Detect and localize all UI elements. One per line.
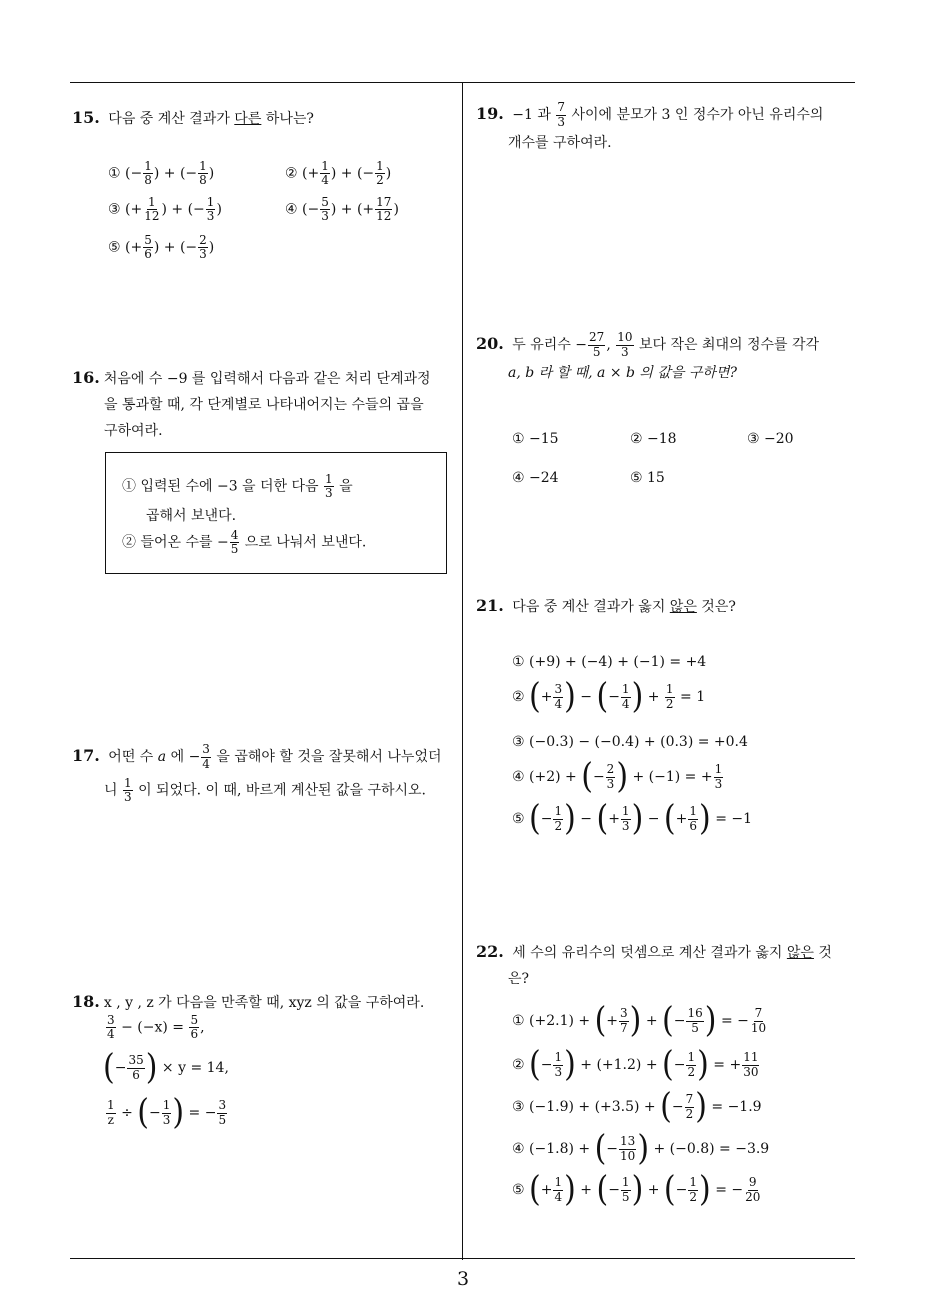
fraction xyxy=(320,160,330,187)
text-q16-step1-b: 을 xyxy=(334,478,353,495)
text-q17-var: a xyxy=(157,749,167,765)
text-q15-options-2-s3: ) xyxy=(216,201,222,218)
text-q22-text-c: 은? xyxy=(508,970,530,987)
text-q16-line1: 처음에 수 −9 를 입력해서 다음과 같은 처리 단계과정 xyxy=(103,371,431,387)
text-q15-options-1-mark: ② xyxy=(285,165,298,182)
text-q18-eq3-n3: 3 xyxy=(218,1098,227,1113)
q22-option-1[interactable]: ① (+2.1) + (+ $\frac{3}{7}$ ) + (− $\frac{16}{5}$ ) = − $\frac{7}{10}$ xyxy=(512,1000,767,1041)
text-q15-options-4-mark: ⑤ xyxy=(108,239,121,256)
text-q22-opt2-eq: = + xyxy=(713,1057,742,1073)
text-q18-eq3-d2: 3 xyxy=(162,1112,171,1127)
large-parenthesis: ( xyxy=(596,1169,609,1210)
q21-option-4[interactable]: ④ (+2) + (− $\frac{2}{3}$ ) + (−1) = + $\frac{1}{3}$ xyxy=(512,756,723,797)
text-q15-options-3-s3: ) xyxy=(393,201,399,218)
text-q16-step1-a: ① 입력된 수에 −3 을 더한 다음 xyxy=(122,478,324,495)
text-q21-opt5-d1: 2 xyxy=(554,818,563,833)
text-q22-opt5-d1: 4 xyxy=(554,1189,563,1204)
q18-equation-3: $\frac{1}{z}$ ÷ (− $\frac{1}{3}$ ) = − $\frac{3}{5}$ xyxy=(107,1092,227,1133)
q15-option-2[interactable] xyxy=(285,160,391,187)
text-q15-options-4-s1: (+ xyxy=(125,239,143,256)
text-q16-step2-n: 4 xyxy=(230,528,239,542)
text-q22-opt1-pre: (+2.1) + xyxy=(529,1013,591,1029)
large-parenthesis: ( xyxy=(137,1092,149,1133)
text-q20-d1: 5 xyxy=(592,344,601,359)
fraction xyxy=(619,1007,629,1034)
fraction xyxy=(619,1135,636,1162)
text-q17-d2: 3 xyxy=(123,789,132,804)
question-number: 15. xyxy=(72,108,100,127)
large-parenthesis: ( xyxy=(529,676,541,717)
text-q22-opt5-d3: 2 xyxy=(689,1189,698,1204)
text-q18-eq3-n2: 1 xyxy=(162,1098,171,1113)
question-21 xyxy=(476,592,736,621)
large-parenthesis: ( xyxy=(663,798,676,839)
text-q22-opt1-n1: 3 xyxy=(620,1006,628,1021)
text-q15-options-0-n1: 1 xyxy=(144,159,152,173)
text-q18-eq3-mid: ÷ xyxy=(116,1105,138,1121)
fraction xyxy=(198,234,208,261)
question-18 xyxy=(72,988,462,1017)
large-parenthesis: ) xyxy=(564,1044,576,1085)
text-q22-opt5-mark: ⑤ xyxy=(512,1182,525,1198)
text-q15-options-3-s2: ) + (+ xyxy=(330,201,375,218)
text-q22-opt2-n1: 1 xyxy=(554,1050,563,1065)
text-q22-text-a: 세 수의 유리수의 덧셈으로 계산 결과가 옳지 xyxy=(512,945,787,961)
large-parenthesis: ) xyxy=(637,1128,650,1169)
text-q17-c: 을 곱해야 할 것을 잘못해서 나누었더 xyxy=(211,749,442,765)
large-parenthesis: ( xyxy=(663,1169,676,1210)
text-q15-options-3-n2: 17 xyxy=(376,195,392,209)
text-q19-a: −1 과 xyxy=(512,107,556,123)
text-q17-n1: 3 xyxy=(202,742,210,757)
text-q18-eq2-end: × y = 14, xyxy=(157,1060,229,1076)
text-q22-opt5-d2: 5 xyxy=(621,1189,630,1204)
text-q18-eq3-d1: z xyxy=(107,1112,114,1127)
q20-option-4[interactable]: ④ −24 xyxy=(512,470,559,486)
fraction xyxy=(665,683,675,710)
fraction xyxy=(685,1093,695,1120)
large-parenthesis: ( xyxy=(662,1000,674,1041)
text-q22-opt2-mid: + (+1.2) + xyxy=(580,1057,658,1073)
text-q21-opt5-n1: 1 xyxy=(554,804,563,819)
fraction xyxy=(320,196,330,223)
text-q22-opt4-mark: ④ xyxy=(512,1141,525,1157)
text-q19-d: 3 xyxy=(557,114,565,129)
text-q15-options-0-mark: ① xyxy=(108,165,121,182)
fraction xyxy=(553,1176,563,1203)
text-q22-opt1-d1: 7 xyxy=(620,1020,628,1035)
text-q21-opt5-d3: 6 xyxy=(689,818,698,833)
text-q15-options-0-s1: (− xyxy=(125,165,143,182)
q21-option-5[interactable]: ⑤ (− $\frac{1}{2}$ ) − (+ $\frac{1}{3}$ ) − (+ $\frac{1}{6}$ ) = −1 xyxy=(512,798,753,839)
text-q20-c: 보다 작은 최대의 정수를 각각 xyxy=(634,337,820,353)
fraction xyxy=(553,1051,563,1078)
q15-option-5[interactable] xyxy=(108,234,214,261)
large-parenthesis: ( xyxy=(662,1044,674,1085)
text-q18-eq1-d2: 6 xyxy=(190,1027,199,1042)
large-parenthesis: ) xyxy=(172,1092,185,1133)
q20-option-5[interactable]: ⑤ 15 xyxy=(630,470,665,486)
fraction xyxy=(750,1007,767,1034)
text-q21-text-b: 것은? xyxy=(696,599,736,615)
text-q22-opt1-d3: 10 xyxy=(750,1020,767,1035)
text-q22-opt2-d3: 30 xyxy=(743,1064,759,1079)
fraction xyxy=(198,160,208,187)
fraction xyxy=(206,196,216,223)
text-q18-eq3-eq: = − xyxy=(184,1105,217,1121)
text-q21-opt4-d2: 3 xyxy=(714,776,723,791)
text-q21-opt4-n1: 2 xyxy=(606,762,615,777)
text-q16-step2-b: 으로 나눠서 보낸다. xyxy=(240,534,367,551)
text-q15-options-2-s2: ) + (− xyxy=(161,201,205,218)
q18-equation-2: (− $\frac{35}{6}$ ) × y = 14, xyxy=(103,1047,229,1088)
large-parenthesis: ) xyxy=(564,798,576,839)
fraction xyxy=(123,777,133,804)
fraction xyxy=(688,1176,698,1203)
q21-option-3[interactable]: ③ (−0.3) − (−0.4) + (0.3) = +0.4 xyxy=(512,734,748,750)
text-q15-options-4-n1: 5 xyxy=(144,233,152,247)
text-q15-options-1-s3: ) xyxy=(385,165,392,182)
fraction xyxy=(324,473,334,500)
large-parenthesis: ) xyxy=(699,1169,711,1210)
text-q21-opt4-n2: 1 xyxy=(714,762,723,777)
text-q16-step1-c: 곱해서 보낸다. xyxy=(146,508,237,524)
text-q15-options-2-d1: 12 xyxy=(144,209,160,224)
text-q19-b: 사이에 분모가 3 인 정수가 아닌 유리수의 xyxy=(567,107,824,123)
fraction xyxy=(106,1014,116,1041)
text-q22-opt3-pre: (−1.9) + (+3.5) + xyxy=(529,1099,656,1115)
q15-option-3[interactable] xyxy=(108,196,222,223)
text-q21-opt5-mark: ⑤ xyxy=(512,811,525,827)
fraction xyxy=(686,1007,703,1034)
text-q22-opt1-mark: ① xyxy=(512,1013,525,1029)
text-q15-options-4-n2: 2 xyxy=(199,233,207,247)
q22-option-3[interactable]: ③ (−1.9) + (+3.5) + (− $\frac{7}{2}$ ) = −1.9 xyxy=(512,1086,762,1127)
large-parenthesis: ( xyxy=(529,1044,541,1085)
text-q22-opt1-n3: 7 xyxy=(754,1006,763,1021)
text-q18-eq3-d3: 5 xyxy=(218,1112,227,1127)
fraction xyxy=(162,1099,172,1126)
text-q15-options-1-n1: 1 xyxy=(321,159,329,173)
fraction xyxy=(553,805,563,832)
large-parenthesis: ) xyxy=(616,756,629,797)
text-q15-options-3-d1: 3 xyxy=(321,209,329,224)
text-q15-options-2-n1: 1 xyxy=(148,195,156,209)
text-q16-step1-d: 3 xyxy=(325,486,333,501)
fraction xyxy=(556,101,566,128)
fraction xyxy=(143,196,160,223)
text-q15-options-0-s2: ) + (− xyxy=(153,165,198,182)
q20-option-1[interactable]: ① −15 xyxy=(512,431,559,447)
text-q22-opt5-d4: 20 xyxy=(745,1189,761,1204)
text-q22-opt4-pre: (−1.8) + xyxy=(529,1141,591,1157)
text-q21-opt4-pre: (+2) + xyxy=(529,769,577,785)
text-q22-opt4-d1: 10 xyxy=(620,1148,636,1163)
text-q18-eq1-d1: 4 xyxy=(107,1027,115,1042)
text-q22-opt2-n2: 1 xyxy=(687,1050,696,1065)
fraction xyxy=(201,743,211,770)
fraction xyxy=(143,160,153,187)
q22-option-5[interactable]: ⑤ (+ $\frac{1}{4}$ ) + (− $\frac{1}{5}$ ) + (− $\frac{1}{2}$ ) = − $\frac{9}{20}$ xyxy=(512,1169,761,1210)
text-q21-opt2-mark: ② xyxy=(512,689,525,705)
question-15 xyxy=(72,104,314,133)
q15-option-1[interactable] xyxy=(108,160,214,187)
text-q22-opt4-n1: 13 xyxy=(620,1134,636,1149)
question-number: 20. xyxy=(476,334,504,353)
text-q21-opt2-n2: 1 xyxy=(621,682,630,697)
large-parenthesis: ( xyxy=(529,1169,541,1210)
fraction xyxy=(375,160,385,187)
fraction xyxy=(606,763,616,790)
text-q21-opt4-mark: ④ xyxy=(512,769,525,785)
question-number: 17. xyxy=(72,746,100,765)
large-parenthesis: ) xyxy=(704,1000,717,1041)
text-q22-opt4-end: + (−0.8) = −3.9 xyxy=(653,1141,770,1157)
fraction xyxy=(106,1099,116,1126)
large-parenthesis: ) xyxy=(145,1047,158,1088)
large-parenthesis: ( xyxy=(594,1128,607,1169)
text-q21-text-a: 다음 중 계산 결과가 옳지 xyxy=(512,599,670,615)
text-q15-options-3-s1: (− xyxy=(302,201,320,218)
large-parenthesis: ( xyxy=(581,756,593,797)
text-q22-opt5-n4: 9 xyxy=(748,1175,757,1190)
question-number: 18. xyxy=(72,992,100,1011)
text-q22-text-u: 않은 xyxy=(786,945,814,961)
text-q15-options-1-n2: 1 xyxy=(376,159,384,173)
question-19 xyxy=(476,100,861,156)
large-parenthesis: ) xyxy=(695,1086,707,1127)
large-parenthesis: ) xyxy=(629,1000,642,1041)
q18-equation-1 xyxy=(105,1014,205,1041)
text-q21-opt2-d2: 4 xyxy=(621,696,630,711)
large-parenthesis: ) xyxy=(631,798,644,839)
column-divider xyxy=(462,82,463,1260)
large-parenthesis: ( xyxy=(529,798,541,839)
question-16 xyxy=(72,365,457,444)
large-parenthesis: ) xyxy=(699,798,711,839)
text-q20-b: , xyxy=(606,337,616,353)
text-q15-options-2-d2: 3 xyxy=(206,209,215,224)
question-22 xyxy=(476,938,861,992)
text-q22-text-b: 것 xyxy=(813,945,832,961)
text-q15-options-1-d1: 4 xyxy=(321,173,329,188)
text-q16-step2-a: ② 들어온 수를 − xyxy=(122,534,229,551)
text-q15-options-3-d2: 12 xyxy=(376,209,392,224)
text-q17-d1: 4 xyxy=(202,756,210,771)
fraction xyxy=(616,331,633,358)
text-q20-a: 두 유리수 − xyxy=(512,337,588,353)
text-q22-opt5-n3: 1 xyxy=(689,1175,698,1190)
text-q18-eq1-n1: 3 xyxy=(107,1013,115,1027)
large-parenthesis: ( xyxy=(596,676,609,717)
fraction xyxy=(742,1051,759,1078)
text-q22-opt3-d1: 2 xyxy=(685,1106,694,1121)
text-q22-opt2-d1: 3 xyxy=(554,1064,563,1079)
fraction xyxy=(744,1176,761,1203)
fraction xyxy=(621,805,631,832)
q20-option-2[interactable]: ② −18 xyxy=(630,431,677,447)
q21-option-1[interactable]: ① (+9) + (−4) + (−1) = +4 xyxy=(512,654,707,670)
question-20 xyxy=(476,330,861,386)
large-parenthesis: ( xyxy=(103,1047,115,1088)
text-q15-options-4-s3: ) xyxy=(208,239,215,256)
text-q22-opt3-end: = −1.9 xyxy=(711,1099,762,1115)
text-q22-opt5-n2: 1 xyxy=(621,1175,630,1190)
fraction xyxy=(714,763,724,790)
text-q15-options-1-s2: ) + (− xyxy=(330,165,375,182)
large-parenthesis: ) xyxy=(631,1169,644,1210)
text-q17-a: 어떤 수 xyxy=(108,749,158,765)
text-q16-step1-n: 1 xyxy=(325,472,333,486)
text-q22-opt1-d2: 5 xyxy=(691,1020,699,1035)
text-q21-opt2-d1: 4 xyxy=(554,696,563,711)
text-q15-text-u: 다른 xyxy=(234,111,262,127)
text-q15-text-a: 다음 중 계산 결과가 xyxy=(108,111,235,127)
large-parenthesis: ( xyxy=(660,1086,672,1127)
text-q15-text-b: 하나는? xyxy=(261,111,314,127)
text-q21-opt5-n2: 1 xyxy=(621,804,630,819)
fraction xyxy=(230,529,240,556)
text-q21-opt4-mid: + (−1) = + xyxy=(632,769,713,785)
text-q20-d2: 3 xyxy=(621,344,629,359)
text-q15-options-3-mark: ④ xyxy=(285,201,298,218)
text-q22-opt5-eq: = − xyxy=(715,1182,744,1198)
fraction xyxy=(217,1099,227,1126)
text-q18-eq3-n1: 1 xyxy=(107,1098,115,1113)
text-q15-options-1-d2: 2 xyxy=(376,173,384,188)
text-q15-options-2-mark: ③ xyxy=(108,201,121,218)
text-q21-opt4-d1: 3 xyxy=(606,776,615,791)
text-q15-options-2-s1: (+ xyxy=(125,201,143,218)
q21-option-2[interactable]: ② (+ $\frac{3}{4}$ ) − (− $\frac{1}{4}$ ) + $\frac{1}{2}$ = 1 xyxy=(512,676,706,717)
text-q21-opt2-n3: 1 xyxy=(665,682,674,697)
text-q22-opt3-n1: 7 xyxy=(685,1092,694,1107)
text-q16-line3: 구하여라. xyxy=(104,423,163,439)
text-q15-options-0-d1: 8 xyxy=(144,173,152,188)
text-q21-opt2-d3: 2 xyxy=(665,696,674,711)
text-q15-options-4-d1: 6 xyxy=(144,247,152,262)
text-q15-options-4-d2: 3 xyxy=(199,247,207,262)
fraction xyxy=(621,1176,631,1203)
text-q15-options-0-s3: ) xyxy=(208,165,215,182)
text-q16-line2: 을 통과할 때, 각 단계별로 나타내어지는 수들의 곱을 xyxy=(104,397,424,413)
text-q20-n1: 27 xyxy=(589,330,605,345)
large-parenthesis: ) xyxy=(631,676,644,717)
text-q21-opt2-end: = 1 xyxy=(680,689,706,705)
text-q18-eq2-d: 6 xyxy=(132,1067,140,1082)
large-parenthesis: ( xyxy=(596,798,609,839)
text-q22-opt3-mark: ③ xyxy=(512,1099,525,1115)
large-parenthesis: ) xyxy=(564,1169,576,1210)
fraction xyxy=(189,1014,199,1041)
fraction xyxy=(375,196,392,223)
question-number: 22. xyxy=(476,942,504,961)
text-q21-opt5-d2: 3 xyxy=(621,818,630,833)
page-number: 3 xyxy=(456,1268,470,1290)
text-q18-eq2-n: 35 xyxy=(128,1053,144,1068)
large-parenthesis: ( xyxy=(594,1000,607,1041)
text-q22-opt2-d2: 2 xyxy=(687,1064,696,1079)
text-q22-opt5-n1: 1 xyxy=(554,1175,563,1190)
q15-option-4[interactable] xyxy=(285,196,399,223)
fraction xyxy=(588,331,605,358)
text-q18-eq1-n2: 5 xyxy=(190,1013,199,1027)
text-q18-eq1-end: , xyxy=(200,1019,205,1036)
text-q22-opt2-n3: 11 xyxy=(743,1050,759,1065)
large-parenthesis: ) xyxy=(564,676,576,717)
text-q19-c: 개수를 구하여라. xyxy=(508,134,612,151)
question-17 xyxy=(72,742,457,804)
text-q18-eq1-mid: − (−x) = xyxy=(116,1019,189,1036)
text-q17-b: 에 − xyxy=(166,749,201,765)
text-q18-text: x , y , z 가 다음을 만족할 때, xyz 의 값을 구하여라. xyxy=(103,995,425,1011)
fraction xyxy=(686,1051,696,1078)
process-box xyxy=(105,452,447,574)
question-number: 16. xyxy=(72,368,100,387)
text-q21-text-u: 않은 xyxy=(669,599,697,615)
text-q17-e: 이 되었다. 이 때, 바르게 계산된 값을 구하시오. xyxy=(133,782,427,799)
text-q15-options-4-s2: ) + (− xyxy=(153,239,198,256)
fraction xyxy=(688,805,698,832)
text-q15-options-0-n2: 1 xyxy=(199,159,207,173)
text-q22-opt2-mark: ② xyxy=(512,1057,525,1073)
text-q15-options-1-s1: (+ xyxy=(302,165,320,182)
large-parenthesis: ) xyxy=(697,1044,709,1085)
fraction xyxy=(143,234,153,261)
text-q22-opt1-eq: = − xyxy=(720,1013,749,1029)
fraction xyxy=(621,683,631,710)
text-q19-n: 7 xyxy=(557,100,565,115)
text-q20-d: a, b 라 할 때, a × b 의 값을 구하면? xyxy=(508,364,737,381)
text-q15-options-2-n2: 1 xyxy=(206,195,215,209)
q22-option-2[interactable]: ② (− $\frac{1}{3}$ ) + (+1.2) + (− $\frac{1}{2}$ ) = + $\frac{11}{30}$ xyxy=(512,1044,759,1085)
question-number: 19. xyxy=(476,104,504,123)
text-q17-d: 니 xyxy=(104,782,122,799)
q20-option-3[interactable]: ③ −20 xyxy=(747,431,794,447)
text-q15-options-3-n1: 5 xyxy=(321,195,329,209)
text-q20-n2: 10 xyxy=(617,330,633,345)
text-q15-options-0-d2: 8 xyxy=(199,173,207,188)
text-q17-n2: 1 xyxy=(123,775,132,790)
text-q21-opt5-end: = −1 xyxy=(715,811,753,827)
fraction xyxy=(553,683,563,710)
text-q21-opt5-n3: 1 xyxy=(689,804,698,819)
text-q21-opt2-n1: 3 xyxy=(554,682,563,697)
text-q16-step2-d: 5 xyxy=(230,542,239,557)
q22-option-4[interactable]: ④ (−1.8) + (− $\frac{13}{10}$ ) + (−0.8) = −3.9 xyxy=(512,1128,770,1169)
question-number: 21. xyxy=(476,596,504,615)
fraction xyxy=(127,1054,144,1081)
text-q22-opt1-n2: 16 xyxy=(687,1006,703,1021)
